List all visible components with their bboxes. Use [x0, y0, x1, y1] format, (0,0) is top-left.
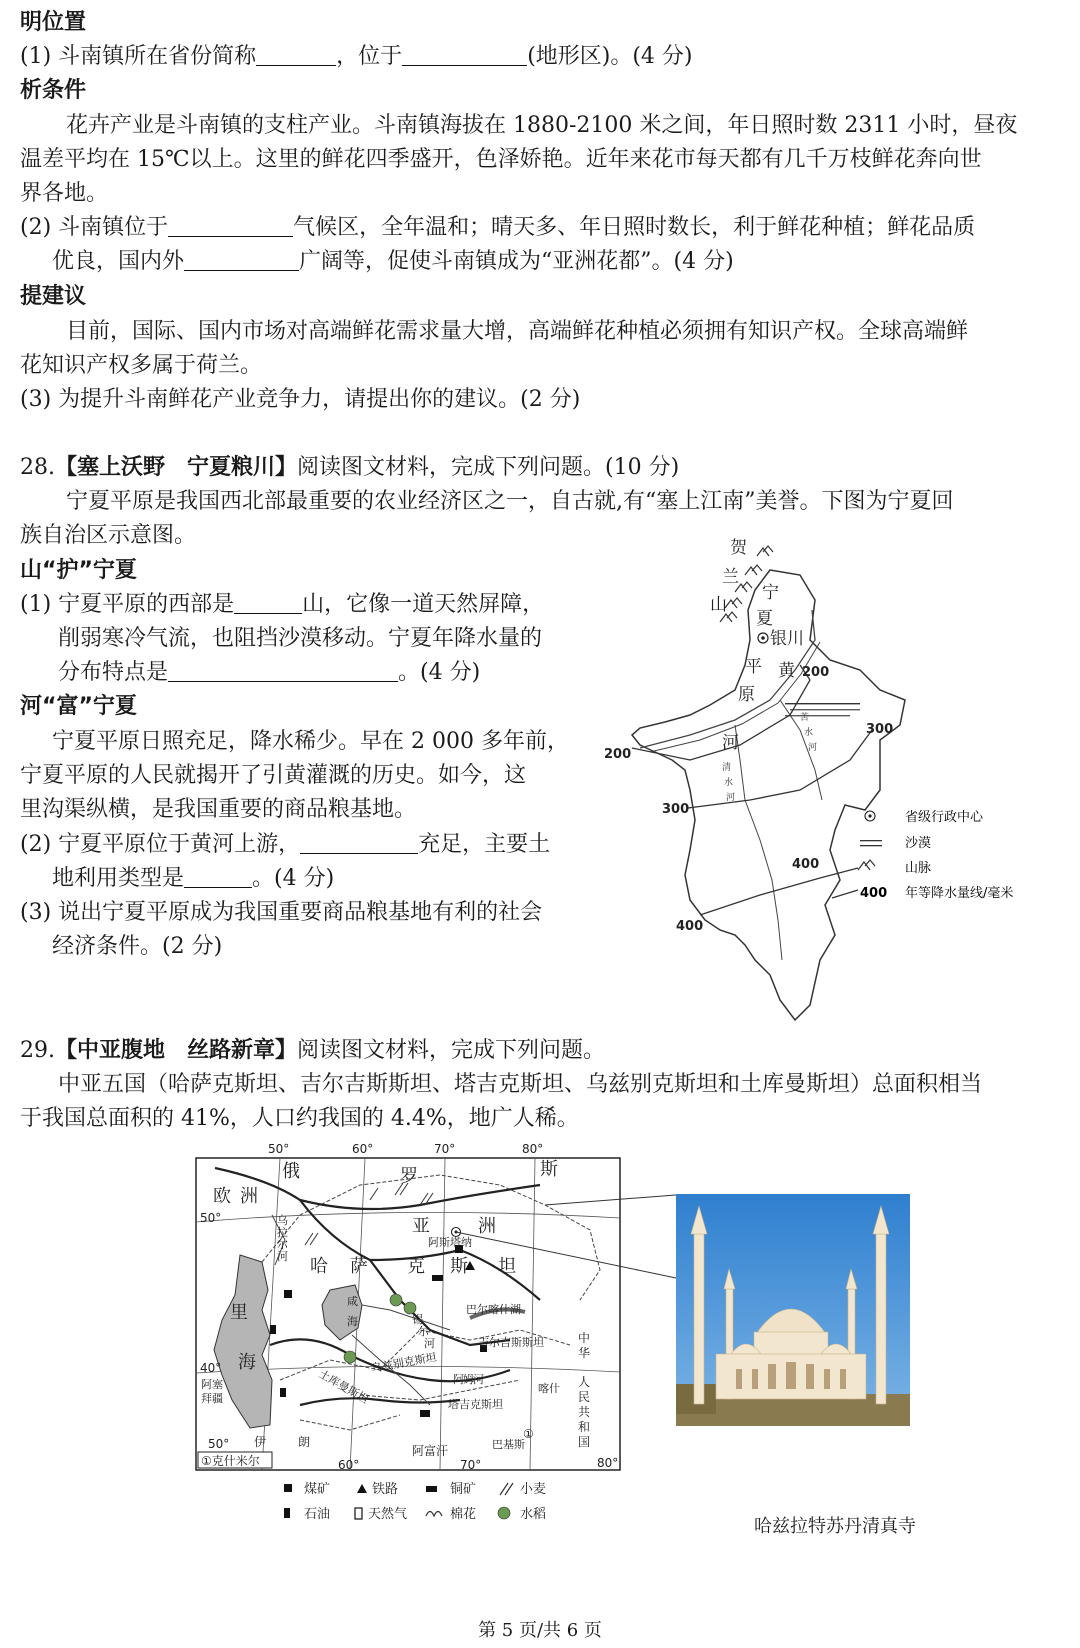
river-label: 苦	[800, 713, 810, 723]
answer-blank[interactable]	[256, 43, 336, 66]
map-label: 咸	[347, 1295, 358, 1308]
legend-400: 400	[860, 886, 888, 901]
central-asia-legend	[284, 1481, 546, 1522]
map-label: 罗	[400, 1166, 418, 1187]
map-label: 基	[503, 1438, 514, 1451]
lat-label: 40°	[200, 1361, 222, 1375]
question-28-1-cont: 分布特点是 。(4 分)	[58, 660, 481, 685]
map-label: 贺	[730, 538, 747, 558]
mosque-photo	[676, 1194, 910, 1426]
question-28-3: (3) 说出宁夏平原成为我国重要商品粮基地有利的社会	[20, 900, 543, 925]
map-label: 锡	[412, 1313, 423, 1326]
legend-capital: 省级行政中心	[905, 810, 984, 825]
map-label: 国	[578, 1435, 591, 1449]
map-label: 阿	[453, 1373, 464, 1386]
paragraph-line: 宁夏平原的人民就揭开了引黄灌溉的历史。如今，这	[20, 763, 527, 788]
capital-symbol-dot	[761, 636, 765, 640]
paragraph-line: 中亚五国（哈萨克斯坦、吉尔吉斯斯坦、塔吉克斯坦、乌兹别克斯坦和土库曼斯坦）总面积相当	[58, 1072, 983, 1097]
river-label: 河	[726, 793, 736, 803]
legend-isoline: 年等降水量线/毫米	[905, 886, 1014, 901]
answer-blank[interactable]	[184, 248, 299, 271]
isoline-value: 300	[866, 722, 894, 737]
river-label: 水	[804, 728, 814, 738]
answer-blank[interactable]	[234, 591, 302, 614]
map-label: 乌兹别克斯坦	[370, 1350, 438, 1375]
map-label: 斯	[540, 1159, 558, 1180]
map-label: 巴	[492, 1438, 503, 1451]
map-label: 海	[238, 1352, 256, 1373]
map-label: 伊	[254, 1435, 267, 1449]
map-label: 塞	[212, 1378, 223, 1391]
river-label: 河	[808, 743, 818, 753]
isoline-value: 300	[662, 802, 690, 817]
map-label: 中	[578, 1331, 591, 1345]
isoline-value: 400	[792, 857, 820, 872]
map-label: 吉尔吉斯斯坦	[478, 1336, 544, 1349]
river-label: 水	[724, 778, 734, 788]
map-label: 阿富汗	[412, 1444, 449, 1458]
lon-label: 60°	[352, 1142, 374, 1156]
lon-label: 50°	[268, 1142, 290, 1156]
map-label: 巴尔喀什湖	[466, 1303, 521, 1316]
map-label: ①	[523, 1427, 534, 1441]
paragraph-line: 界各地。	[20, 181, 109, 206]
paragraph-line: 花知识产权多属于荷兰。	[20, 353, 263, 378]
map-label: 河	[424, 1337, 435, 1350]
map-label: 黄	[778, 661, 795, 681]
heading-mountain: 山“护”宁夏	[20, 558, 137, 583]
map-label: 人	[578, 1375, 591, 1389]
map-label: 土库曼斯坦	[316, 1367, 371, 1407]
map-label: 河	[722, 733, 739, 753]
isoline-value: 200	[604, 747, 632, 762]
question-27-2-cont: 优良，国内外 广阔等，促使斗南镇成为“亚洲花都”。(4 分)	[52, 249, 734, 274]
legend-desert: 沙漠	[905, 836, 932, 851]
map-label: 洲	[240, 1186, 258, 1207]
legend-wheat: 小麦	[520, 1482, 547, 1497]
map-label: 共	[578, 1405, 591, 1419]
question-27-1: (1) 斗南镇所在省份简称 ，位于 (地形区)。(4 分)	[20, 44, 693, 69]
map-label: 斯	[514, 1438, 525, 1451]
paragraph-line: 宁夏平原日照充足，降水稀少。早在 2 000 多年前，	[52, 729, 569, 754]
heading-analyze: 析条件	[20, 78, 87, 103]
photo-caption: 哈兹拉特苏丹清真寺	[754, 1516, 916, 1537]
legend-rail: 铁路	[372, 1482, 399, 1497]
map-label: 民	[578, 1390, 591, 1404]
map-label: 河	[473, 1373, 484, 1386]
legend-copper: 铜矿	[450, 1482, 477, 1497]
answer-blank[interactable]	[168, 659, 398, 682]
heading-river: 河“富”宁夏	[20, 694, 137, 719]
map-label: 山	[710, 595, 727, 615]
map-label: 斯	[450, 1256, 468, 1277]
lon-label: 50°	[208, 1437, 230, 1451]
map-label: 和	[578, 1420, 591, 1434]
ningxia-legend	[832, 809, 1013, 901]
city-kashi: 喀什	[538, 1382, 560, 1395]
map-label: 阿	[201, 1378, 212, 1391]
map-label: 坦	[498, 1256, 516, 1277]
kashmir-note: ①克什米尔	[201, 1454, 260, 1468]
map-label: 夏	[756, 609, 773, 629]
lon-label: 80°	[522, 1142, 544, 1156]
legend-oil: 石油	[304, 1507, 331, 1522]
map-label: 里	[230, 1302, 248, 1323]
map-label: 乌	[277, 1214, 288, 1227]
paragraph-line: 宁夏平原是我国西北部最重要的农业经济区之一，自古就,有“塞上江南”美誉。下图为宁夏回	[66, 489, 954, 514]
question-27-2: (2) 斗南镇位于 气候区，全年温和；晴天多、年日照时数长，利于鲜花种植；鲜花品质	[20, 215, 976, 240]
paragraph-line: 里沟渠纵横，是我国重要的商品粮基地。	[20, 797, 417, 822]
lon-label: 70°	[460, 1458, 482, 1472]
heading-locate: 明位置	[20, 10, 87, 35]
legend-coal: 煤矿	[304, 1482, 331, 1497]
map-label: 兰	[722, 567, 739, 587]
paragraph-line: 花卉产业是斗南镇的支柱产业。斗南镇海拔在 1880-2100 米之间，年日照时数 2311 小时，昼夜	[66, 113, 1018, 138]
map-label: 欧	[213, 1186, 231, 1207]
map-label: 拜	[201, 1392, 212, 1405]
map-label: 亚	[412, 1216, 430, 1237]
legend-cotton: 棉花	[450, 1507, 477, 1522]
answer-blank[interactable]	[402, 43, 527, 66]
paragraph-line: 温差平均在 15℃以上。这里的鲜花四季盛开，色泽娇艳。近年来花市每天都有几千万枝鲜花奔向世	[20, 147, 982, 172]
question-28-1-cont: 削弱寒冷气流，也阻挡沙漠移动。宁夏年降水量的	[58, 626, 543, 651]
paragraph-line: 目前，国际、国内市场对高端鲜花需求量大增，高端鲜花种植必须拥有知识产权。全球高端鲜	[66, 319, 969, 344]
answer-blank[interactable]	[168, 214, 293, 237]
map-label: 克	[407, 1256, 425, 1277]
heading-suggest: 提建议	[20, 284, 87, 309]
isoline-300	[688, 730, 872, 808]
legend-mountain: 山脉	[905, 861, 932, 876]
central-asia-map	[190, 1140, 650, 1540]
map-label: 平	[745, 657, 762, 677]
map-label: 原	[738, 685, 755, 705]
map-label: 尔	[418, 1325, 429, 1338]
ningxia-map	[604, 538, 1080, 1020]
river-label: 清	[722, 763, 732, 773]
map-label: 塔吉克斯坦	[448, 1398, 503, 1411]
paragraph-line: 族自治区示意图。	[20, 523, 197, 548]
map-label: 姆	[463, 1373, 474, 1386]
lat-label: 50°	[200, 1211, 222, 1225]
question-28-2-cont: 地利用类型是 。(4 分)	[52, 866, 335, 891]
map-label: 海	[347, 1315, 358, 1328]
paragraph-line: 于我国总面积的 41%，人口约我国的 4.4%，地广人稀。	[20, 1106, 579, 1131]
map-label: 朗	[298, 1435, 311, 1449]
map-label: 河	[277, 1250, 288, 1263]
city-yinchuan: 银川	[770, 629, 804, 649]
question-27-3: (3) 为提升斗南鲜花产业竞争力，请提出你的建议。(2 分)	[20, 387, 581, 412]
question-28-2: (2) 宁夏平原位于黄河上游， 充足，主要土	[20, 832, 551, 857]
lon-label: 70°	[434, 1142, 456, 1156]
isoline-400	[700, 868, 858, 915]
question-28-title: 28.【塞上沃野 宁夏粮川】阅读图文材料，完成下列问题。(10 分)	[20, 455, 680, 480]
lon-label: 60°	[338, 1458, 360, 1472]
map-label: 尔	[277, 1238, 288, 1251]
qingshui-river	[735, 725, 782, 960]
city-astana: 阿斯塔纳	[428, 1236, 472, 1249]
legend-gas: 天然气	[368, 1507, 408, 1522]
question-28-3-cont: 经济条件。(2 分)	[52, 934, 223, 959]
map-label: 洲	[478, 1216, 496, 1237]
map-label: 华	[578, 1346, 591, 1360]
question-28-1: (1) 宁夏平原的西部是 山，它像一道天然屏障，	[20, 592, 545, 617]
map-label: 哈	[310, 1256, 328, 1277]
answer-blank[interactable]	[184, 865, 252, 888]
question-29-title: 29.【中亚腹地 丝路新章】阅读图文材料，完成下列问题。	[20, 1038, 606, 1063]
isoline-value: 400	[676, 919, 704, 934]
map-label: 俄	[282, 1161, 300, 1182]
page-footer: 第 5 页/共 6 页	[478, 1620, 602, 1641]
map-label: 拉	[277, 1226, 288, 1239]
lon-label: 80°	[597, 1456, 619, 1470]
map-label: 宁	[762, 583, 779, 603]
map-label: 疆	[212, 1392, 223, 1405]
answer-blank[interactable]	[300, 831, 418, 854]
legend-rice: 水稻	[520, 1507, 547, 1522]
isoline-value: 200	[802, 665, 830, 680]
map-label: 萨	[350, 1256, 368, 1277]
